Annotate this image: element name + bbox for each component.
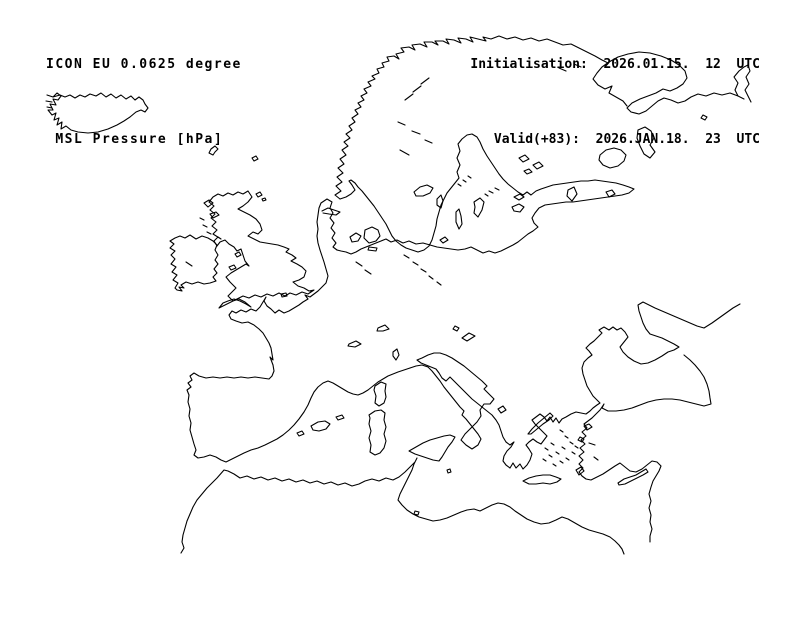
coastline-shetland-orkney — [252, 156, 266, 201]
coastline-ireland — [170, 235, 218, 291]
lakes-alpine-pannonian — [348, 325, 475, 360]
coastline-netherlands-france-iberia — [187, 250, 410, 462]
coastline-great-britain — [209, 191, 314, 308]
coastline-white-sea-kanin — [593, 52, 751, 120]
coastline-north-africa — [181, 458, 624, 554]
lakes-scandinavia — [398, 64, 581, 208]
coastline-balearic-islands — [297, 415, 344, 436]
initialisation-label: Initialisation: 2026.01.15. 12 UTC — [470, 57, 760, 72]
coastline-faroe-islands — [209, 146, 218, 155]
coastline-anatolia-levant — [579, 355, 711, 542]
coastline-sicily-malta — [409, 435, 455, 473]
coastline-iceland — [46, 93, 148, 133]
lofoten-island-ticks — [405, 78, 429, 100]
coastline-greece-aegean-islands — [498, 406, 648, 485]
coastline-sardinia-corsica — [369, 382, 386, 455]
coastline-norway-atlantic — [335, 36, 608, 199]
valid-time-label: Valid(+83): 2026.JAN.18. 23 UTC — [493, 132, 760, 147]
model-name-label: ICON EU 0.0625 degree — [46, 57, 242, 72]
field-name-label: MSL Pressure [hPa] — [46, 132, 224, 147]
coastlines — [46, 36, 751, 554]
coastline-jutland — [317, 199, 340, 250]
lakes-russia — [567, 127, 655, 201]
river-marks-central-europe — [356, 255, 441, 285]
coastline-italy-balkans-blacksea — [410, 302, 740, 469]
